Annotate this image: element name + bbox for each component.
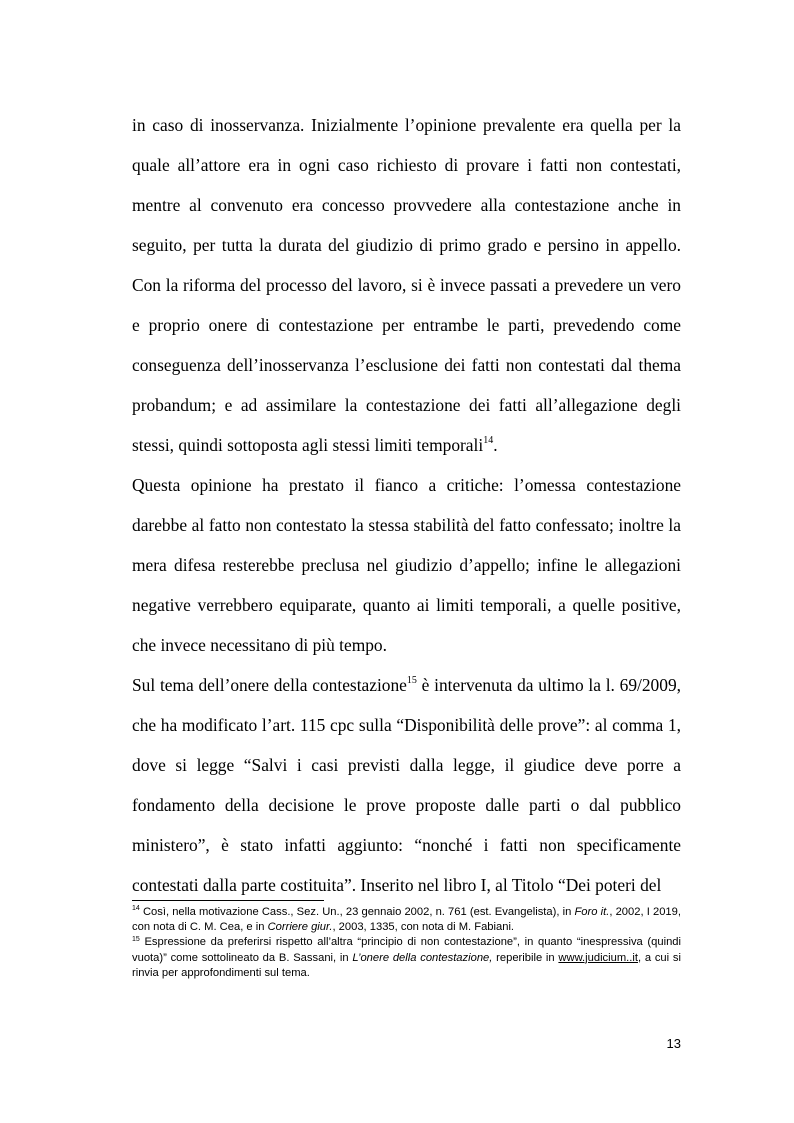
footnote-14-journal: Foro it.	[574, 906, 610, 918]
footnote-14-text: , 2002, I 2019, con nota di C. M. Cea, e in	[132, 906, 681, 934]
paragraph-1-text: in caso di inosservanza. Inizialmente l’opinione prevalente era quella per la quale all’attore era in ogni caso richiesto di provare i fatti non contestati, mentre al convenuto era concesso provvedere alla contestazione anche in seguito, per tutta la durata del giudizio di primo grado e persino in appello. Con la riforma del processo del lavoro, si è invece passati a prevedere un vero e proprio onere di contestazione per entrambe le parti, prevedendo come conseguenza dell’inosservanza l’esclusione dei fatti non contestati dal thema probandum; e ad assimilare la contestazione dei fatti all’allegazione degli stessi, quindi sottoposta agli stessi limiti temporali	[132, 115, 681, 455]
footnote-14	[132, 905, 681, 935]
footnote-15-text: reperibile in	[492, 951, 559, 964]
footnote-14-text: Così, nella motivazione Cass., Sez. Un., 23 gennaio 2002, n. 761 (est. Evangelista), in	[139, 906, 575, 918]
paragraph-3-text: Sul tema dell’onere della contestazione	[132, 675, 407, 695]
footnote-15-title: L’onere della contestazione,	[352, 951, 493, 964]
footnotes	[132, 905, 681, 981]
page-number: 13	[666, 1036, 681, 1051]
footnote-ref-15[interactable]: 15	[406, 675, 417, 687]
footnote-15-text: Espressione da preferirsi rispetto all’altra “principio di non contestazione”, in quanto “inespressiva (quindi vuota)” come sottolineato da B. Sassani, in	[132, 936, 681, 964]
footnote-15	[132, 935, 681, 981]
footnote-separator	[132, 900, 324, 901]
footnote-15-text: , a cui si rinvia per approfondimenti sul tema.	[132, 951, 681, 979]
footnote-14-journal: Corriere giur.	[267, 921, 333, 934]
paragraph-1-end: .	[493, 435, 498, 455]
paragraph-2-text: Questa opinione ha prestato il fianco a critiche: l’omessa contestazione darebbe al fatto non contestato la stessa stabilità del fatto confessato; inoltre la mera difesa resterebbe preclusa nel giudizio d’appello; infine le allegazioni negative verrebbero equiparate, quanto ai limiti temporali, a quelle positive, che invece necessitano di più tempo.	[132, 475, 681, 655]
footnote-number-14: 14	[132, 905, 140, 913]
footnote-number-15: 15	[132, 935, 140, 943]
body-text	[132, 105, 681, 905]
paragraph-1	[132, 105, 681, 465]
footnote-15-link[interactable]: www.judicium..it	[558, 951, 638, 964]
paragraph-3	[132, 665, 681, 905]
paragraph-3-rest: è intervenuta da ultimo la l. 69/2009, che ha modificato l’art. 115 cpc sulla “Disponibilità delle prove”: al comma 1, dove si legge “Salvi i casi previsti dalla legge, il giudice deve porre a fondamento della decisione le prove proposte dalle parti o dal pubblico ministero”, è stato infatti aggiunto: “nonché i fatti non specificamente contestati dalla parte costituita”. Inserito nel libro I, al Titolo “Dei poteri del	[132, 675, 681, 895]
paragraph-2	[132, 465, 681, 665]
footnote-14-text: , 2003, 1335, con nota di M. Fabiani.	[332, 921, 515, 934]
footnote-ref-14[interactable]: 14	[483, 435, 494, 447]
